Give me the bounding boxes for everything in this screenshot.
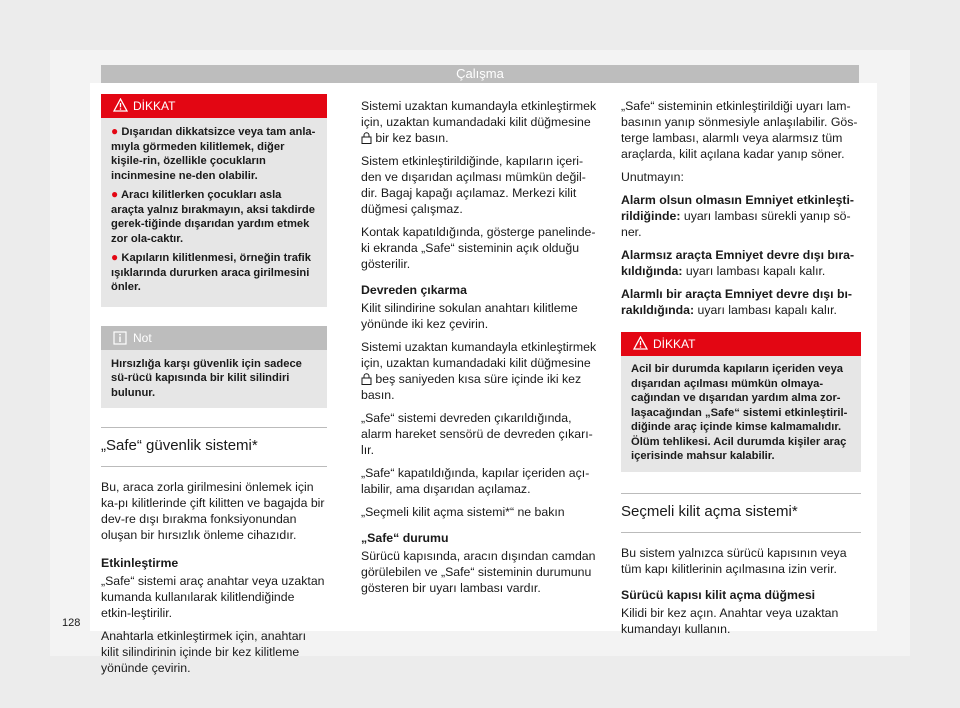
page-number: 128 bbox=[62, 617, 81, 629]
paragraph bbox=[361, 98, 601, 146]
paragraph: „Safe“ sistemi devreden çıkarıldığında, alarm hareket sensörü de devreden çıkarı-lır. bbox=[361, 411, 593, 457]
warning-item bbox=[111, 124, 317, 183]
bold-lead: Alarm olsun olmasın Emniyet etkinleşti-rildiğinde: bbox=[621, 193, 855, 223]
paragraph: Bu sistem yalnızca sürücü kapısının veya tüm kapı kilitlerinin açılmasına izin verir. bbox=[621, 545, 847, 576]
paragraph bbox=[621, 286, 861, 318]
paragraph-text: uyarı lambası kapalı kalır. bbox=[685, 264, 826, 278]
paragraph-text: bir kez basın. bbox=[375, 131, 449, 145]
warning-header bbox=[101, 94, 327, 118]
paragraph: „Seçmeli kilit açma sistemi*“ ne bakın bbox=[361, 505, 565, 519]
activation-paragraph-2: Anahtarla etkinleştirmek için, anahtarı kilit silindirinin içinde bir kez kilitleme yönünde çevirin. bbox=[101, 629, 307, 675]
warning-item-text: Aracı kilitlerken çocukları asla araçta yalnız bırakmayın, aksi takdirde gerek-tiğinde dışarıdan yardım etmek zor ola-caktır. bbox=[111, 189, 315, 245]
paragraph bbox=[621, 247, 861, 279]
deactivation-heading: Devreden çıkarma bbox=[361, 283, 467, 297]
warning-item-text: Dışarıdan dikkatsizce veya tam anla-mıyla görmeden kilitlemek, diğer kişile-rin, özellikle çocukların incinmesine ne-den olabilir. bbox=[111, 126, 316, 182]
warning-icon bbox=[113, 98, 128, 112]
paragraph-text: Sistemi uzaktan kumandayla etkinleştirmek için, uzaktan kumandadaki kilit düğmesine bbox=[361, 340, 597, 370]
note-icon bbox=[113, 331, 127, 345]
bold-lead: Alarmsız araçta Emniyet devre dışı bıra-kıldığında: bbox=[621, 248, 855, 278]
paragraph: „Safe“ kapatıldığında, kapılar içeriden açı-labilir, ama dışarıdan açılamaz. bbox=[361, 466, 590, 496]
note-header bbox=[101, 326, 327, 350]
warning-item-text: Kapıların kilitlenmesi, örneğin trafik ışıklarında dururken araca girilmesini önler. bbox=[111, 252, 311, 293]
paragraph-text: beş saniyeden kısa süre içinde iki kez basın. bbox=[361, 372, 582, 402]
activation-paragraph-1: „Safe“ sistemi araç anahtar veya uzaktan kumanda kullanılarak kilitlendiğinde etkin-leştirilir. bbox=[101, 574, 325, 620]
paragraph-text: uyarı lambası sürekli yanıp sö-ner. bbox=[621, 209, 851, 239]
paragraph: Sistem etkinleştirildiğinde, kapıların içeri-den ve dışarıdan açılması mümkün değil-dir. Bagaj kapağı açılamaz. Merkezi kilit düğmesi çalışmaz. bbox=[361, 154, 586, 216]
bullet-icon: ● bbox=[111, 187, 119, 201]
bold-lead: Alarmlı bir araçta Emniyet devre dışı bı-rakıldığında: bbox=[621, 287, 852, 317]
status-heading: „Safe“ durumu bbox=[361, 531, 449, 545]
page-header: Çalışma bbox=[101, 65, 859, 83]
intro-paragraph: Bu, araca zorla girilmesini önlemek için ka-pı kilitlerinde çift kilitten ve bagajda bir dev-re dışı bırakma fonksiyonundan oluşan bir hırsızlık önleme cihazıdır. bbox=[101, 480, 325, 542]
paragraph bbox=[621, 192, 861, 240]
section-title: Seçmeli kilit açma sistemi* bbox=[621, 493, 861, 533]
paragraph-text: uyarı lambası kapalı kalır. bbox=[697, 303, 837, 317]
warning-title: DİKKAT bbox=[133, 99, 176, 113]
paragraph: Sürücü kapısında, aracın dışından camdan görülebilen ve „Safe“ sisteminin durumunu gösteren bir uyarı lambası vardır. bbox=[361, 549, 596, 595]
paragraph: Kontak kapatıldığında, gösterge panelinde-ki ekranda „Safe“ sisteminin açık olduğu gösterilir. bbox=[361, 225, 596, 271]
note-title: Not bbox=[133, 330, 152, 345]
lock-icon bbox=[361, 373, 372, 385]
warning-body bbox=[101, 118, 327, 307]
lock-icon bbox=[361, 132, 372, 144]
button-heading: Sürücü kapısı kilit açma düğmesi bbox=[621, 587, 816, 602]
paragraph: Unutmayın: bbox=[621, 170, 684, 184]
paragraph-text: Sistemi uzaktan kumandayla etkinleştirmek için, uzaktan kumandadaki kilit düğmesine bbox=[361, 99, 597, 129]
column-2 bbox=[361, 98, 601, 603]
bullet-icon: ● bbox=[111, 250, 119, 264]
warning-item bbox=[111, 187, 317, 246]
warning-item bbox=[111, 250, 317, 295]
paragraph: „Safe“ sisteminin etkinleştirildiği uyarı lam-basının yanıp sönmesiyle anlaşılabilir. Gös-terge lambası, alarmlı veya alarmsız tüm araçlarda, kilit açılana kadar yanıp söner. bbox=[621, 99, 858, 161]
section-title: „Safe“ güvenlik sistemi* bbox=[101, 427, 327, 467]
activation-heading: Etkinleştirme bbox=[101, 556, 179, 570]
column-3 bbox=[621, 98, 861, 644]
warning-header bbox=[621, 332, 861, 356]
paragraph: Kilit silindirine sokulan anahtarı kilitleme yönünde iki kez çevirin. bbox=[361, 301, 578, 331]
note-box bbox=[101, 326, 327, 409]
warning-box bbox=[101, 94, 327, 307]
warning-title: DİKKAT bbox=[653, 337, 696, 351]
paragraph bbox=[361, 339, 601, 403]
bullet-icon: ● bbox=[111, 124, 119, 138]
warning-icon bbox=[633, 336, 648, 350]
warning-box bbox=[621, 332, 861, 472]
note-body: Hırsızlığa karşı güvenlik için sadece sü-rücü kapısında bir kilit silindiri bulunur. bbox=[111, 357, 302, 399]
paragraph: Kilidi bir kez açın. Anahtar veya uzaktan kumandayı kullanın. bbox=[621, 605, 839, 636]
column-1 bbox=[101, 94, 327, 683]
warning-body: Acil bir durumda kapıların içeriden veya dışarıdan açılması mümkün olmaya-cağından ve dışarıdan yardım alma zor-laşacağından „Safe“ sistemi etkinleştiril-diğinde araç içinde kimse kalmamalıdır. Ölüm tehlikesi. Acil durumda kişiler araç içerisinde mahsur kalabilir. bbox=[631, 363, 848, 462]
